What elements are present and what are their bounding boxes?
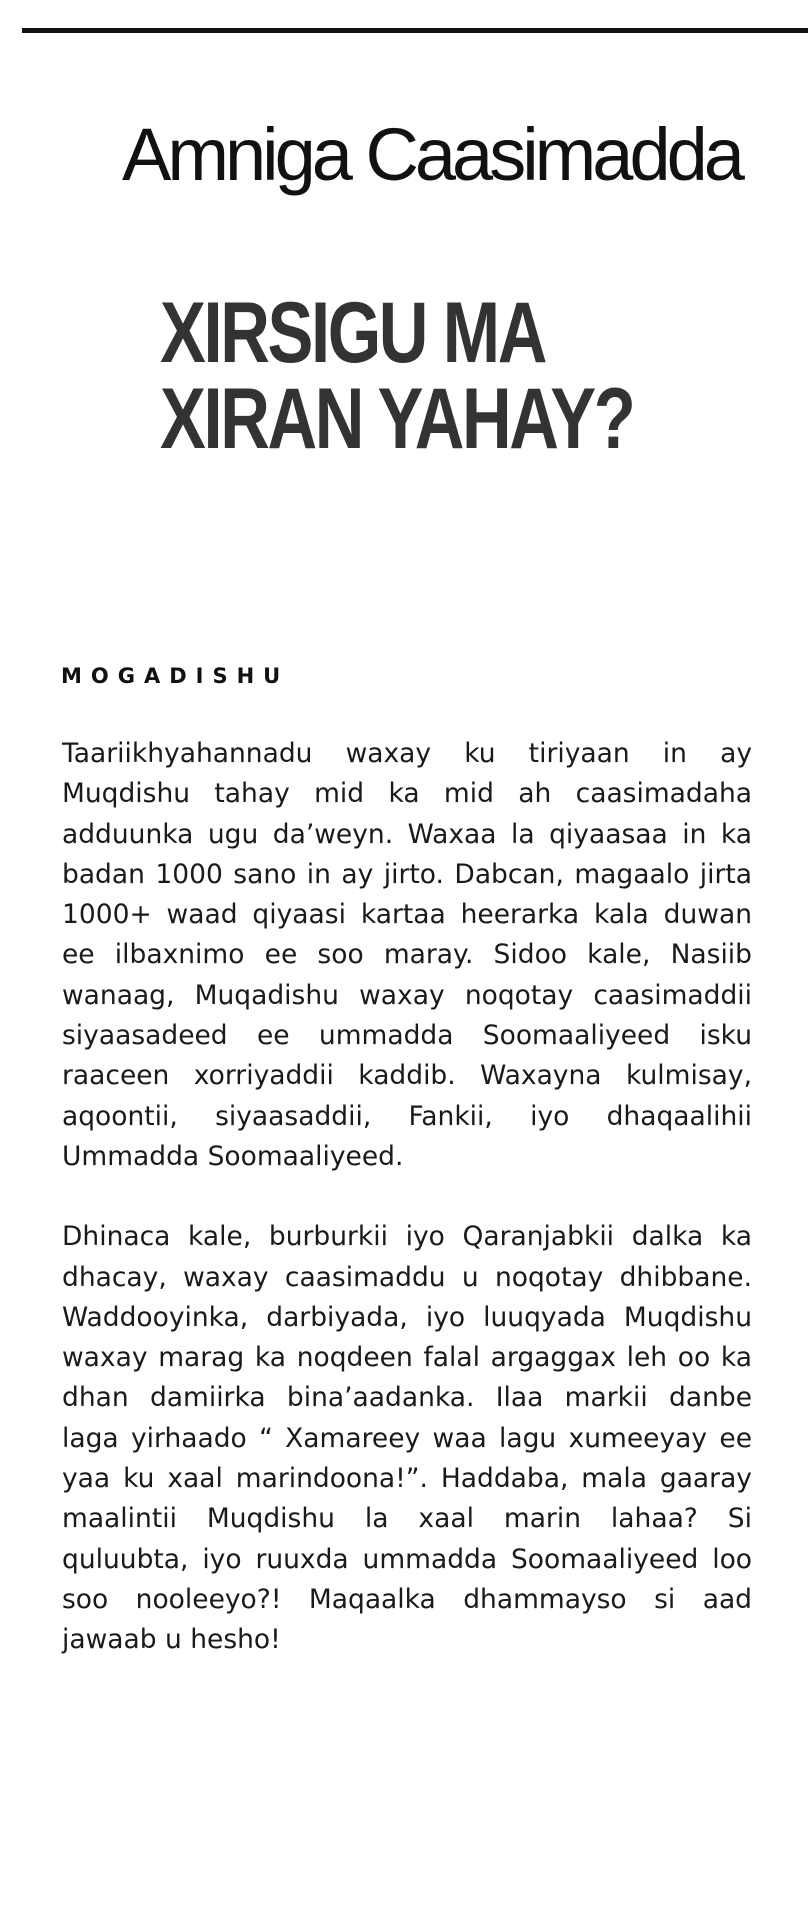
headline-line-1: XIRSIGU MA — [160, 285, 546, 381]
paragraph-1: Taariikhyahannadu waxay ku tiriyaan in ay Muqdishu tahay mid ka mid ah caasimadaha adduunka ugu da’weyn. Waxaa la qiyaasaa in ka badan 1000 sano in ay jirto. Dabcan, magaalo jirta 1000+ waad qiyaasi kartaa heerarka kala duwan ee ilbaxnimo ee soo maray. Sidoo kale, Nasiib wanaag, Muqadishu waxay noqotay caasimaddii siyaasadeed ee ummadda Soomaaliyeed isku raaceen xorriyaddii kaddib. Waxayna kulmisay, aqoontii, siyaasaddii, Fankii, iyo dhaqaalihii Ummadda Soomaaliyeed. — [62, 738, 752, 1172]
article-body — [62, 734, 752, 1701]
headline-line-2: XIRAN YAHAY? — [160, 371, 634, 467]
headline — [160, 285, 634, 467]
top-divider — [22, 28, 808, 33]
paragraph-2: Dhinaca kale, burburkii iyo Qaranjabkii dalka ka dhacay, waxay caasimaddu u noqotay dhibbane. Waddooyinka, darbiyada, iyo luuqyada Muqdishu waxay marag ka noqdeen falal argaggax leh oo ka dhan damiirka bina’aadanka. Ilaa markii danbe laga yirhaado “ Xamareey waa lagu xumeeyay ee yaa ku xaal marindoona!”. Haddaba, mala gaaray maalintii Muqdishu la xaal marin lahaa? Si quluubta, iyo ruuxda ummadda Soomaaliyeed loo soo nooleeyo?! Maqaalka dhammayso si aad jawaab u hesho! — [62, 1221, 752, 1656]
brand-title: Amniga Caasimadda — [122, 113, 741, 196]
dateline: MOGADISHU — [61, 664, 290, 688]
